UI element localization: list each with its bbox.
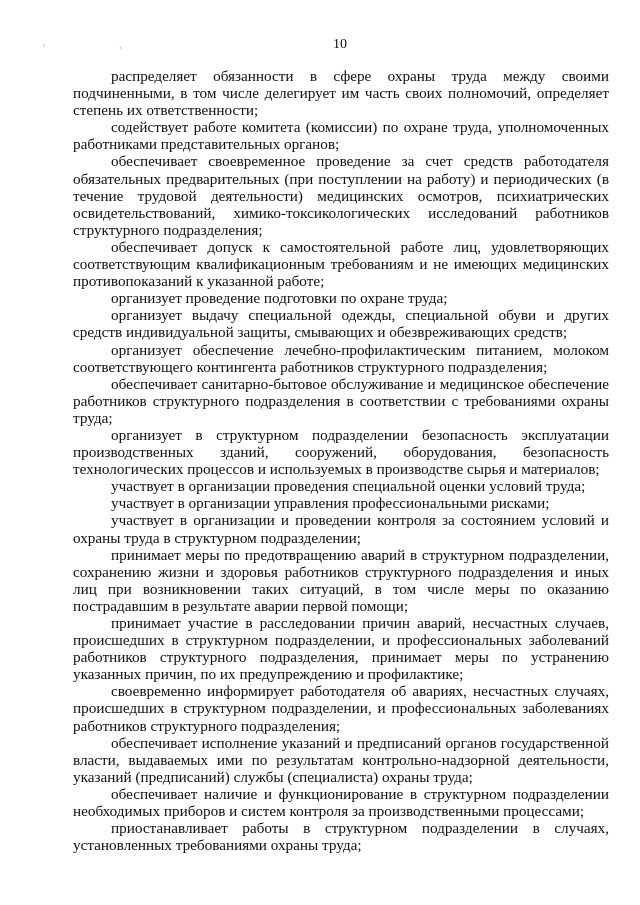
paragraph: участвует в организации и проведении контроля за состоянием условий и охраны труда в структурном подразделении;	[73, 512, 609, 547]
paragraph: участвует в организации проведения специальной оценки условий труда;	[111, 478, 586, 496]
paragraph: организует проведение подготовки по охране труда;	[111, 290, 448, 308]
paragraph: распределяет обязанности в сфере охраны труда между своими подчиненными, в том числе делегирует им часть своих полномочий, определяет степень их ответственности;	[73, 68, 609, 120]
paragraph: обеспечивает своевременное проведение за счет средств работодателя обязательных предварительных (при поступлении на работу) и периодических (в течение трудовой деятельности) медицинских осмотров, психиатрических освидетельствований, химико-токсикологических исследований работников структурного подразделения;	[73, 153, 609, 239]
scan-marks: ' ·	[43, 43, 158, 53]
page-number: 10	[333, 37, 347, 52]
paragraph: организует обеспечение лечебно-профилактическим питанием, молоком соответствующего контингента работников структурного подразделения;	[73, 341, 609, 376]
paragraph: обеспечивает санитарно-бытовое обслуживание и медицинское обеспечение работников структурного подразделения в соответствии с требованиями охраны труда;	[73, 375, 609, 427]
paragraph: обеспечивает наличие и функционирование в структурном подразделении необходимых приборов и систем контроля за производственными процессами;	[73, 785, 609, 821]
paragraph: организует выдачу специальной одежды, специальной обуви и других средств индивидуальной защиты, смывающих и обезвреживающих средств;	[73, 307, 609, 342]
paragraph: своевременно информирует работодателя об авариях, несчастных случаях, происшедших в структурном подразделении, и профессиональных заболеваниях работников структурного подразделения;	[73, 683, 609, 735]
paragraph: принимает меры по предотвращению аварий в структурном подразделении, сохранению жизни и здоровья работников структурного подразделения и иных лиц при возникновении таких ситуаций, в том числе меры по оказанию пострадавшим в результате аварии первой помощи;	[73, 546, 609, 615]
paragraph: обеспечивает исполнение указаний и предписаний органов государственной власти, выдаваемых ими по результатам контрольно-надзорной деятельности, указаний (предписаний) службы (специалиста) охраны труда;	[73, 734, 609, 786]
document-body	[73, 68, 609, 854]
paragraph: приостанавливает работы в структурном подразделении в случаях, установленных требованиями охраны труда;	[73, 820, 609, 855]
paragraph: обеспечивает допуск к самостоятельной работе лиц, удовлетворяющих соответствующим квалификационным требованиям и не имеющих медицинских противопоказаний к указанной работе;	[73, 238, 609, 291]
paragraph: участвует в организации управления профессиональными рисками;	[111, 495, 550, 513]
paragraph: содействует работе комитета (комиссии) по охране труда, уполномоченных работниками представительных органов;	[73, 119, 609, 154]
paragraph: принимает участие в расследовании причин аварий, несчастных случаев, происшедших в структурном подразделении, и профессиональных заболеваний работников структурного подразделения, принимает меры по устранению указанных причин, по их предупреждению и профилактике;	[73, 615, 609, 684]
paragraph: организует в структурном подразделении безопасность эксплуатации производственных зданий, сооружений, оборудования, безопасность технологических процессов и используемых в производстве сырья и материалов;	[73, 426, 609, 479]
